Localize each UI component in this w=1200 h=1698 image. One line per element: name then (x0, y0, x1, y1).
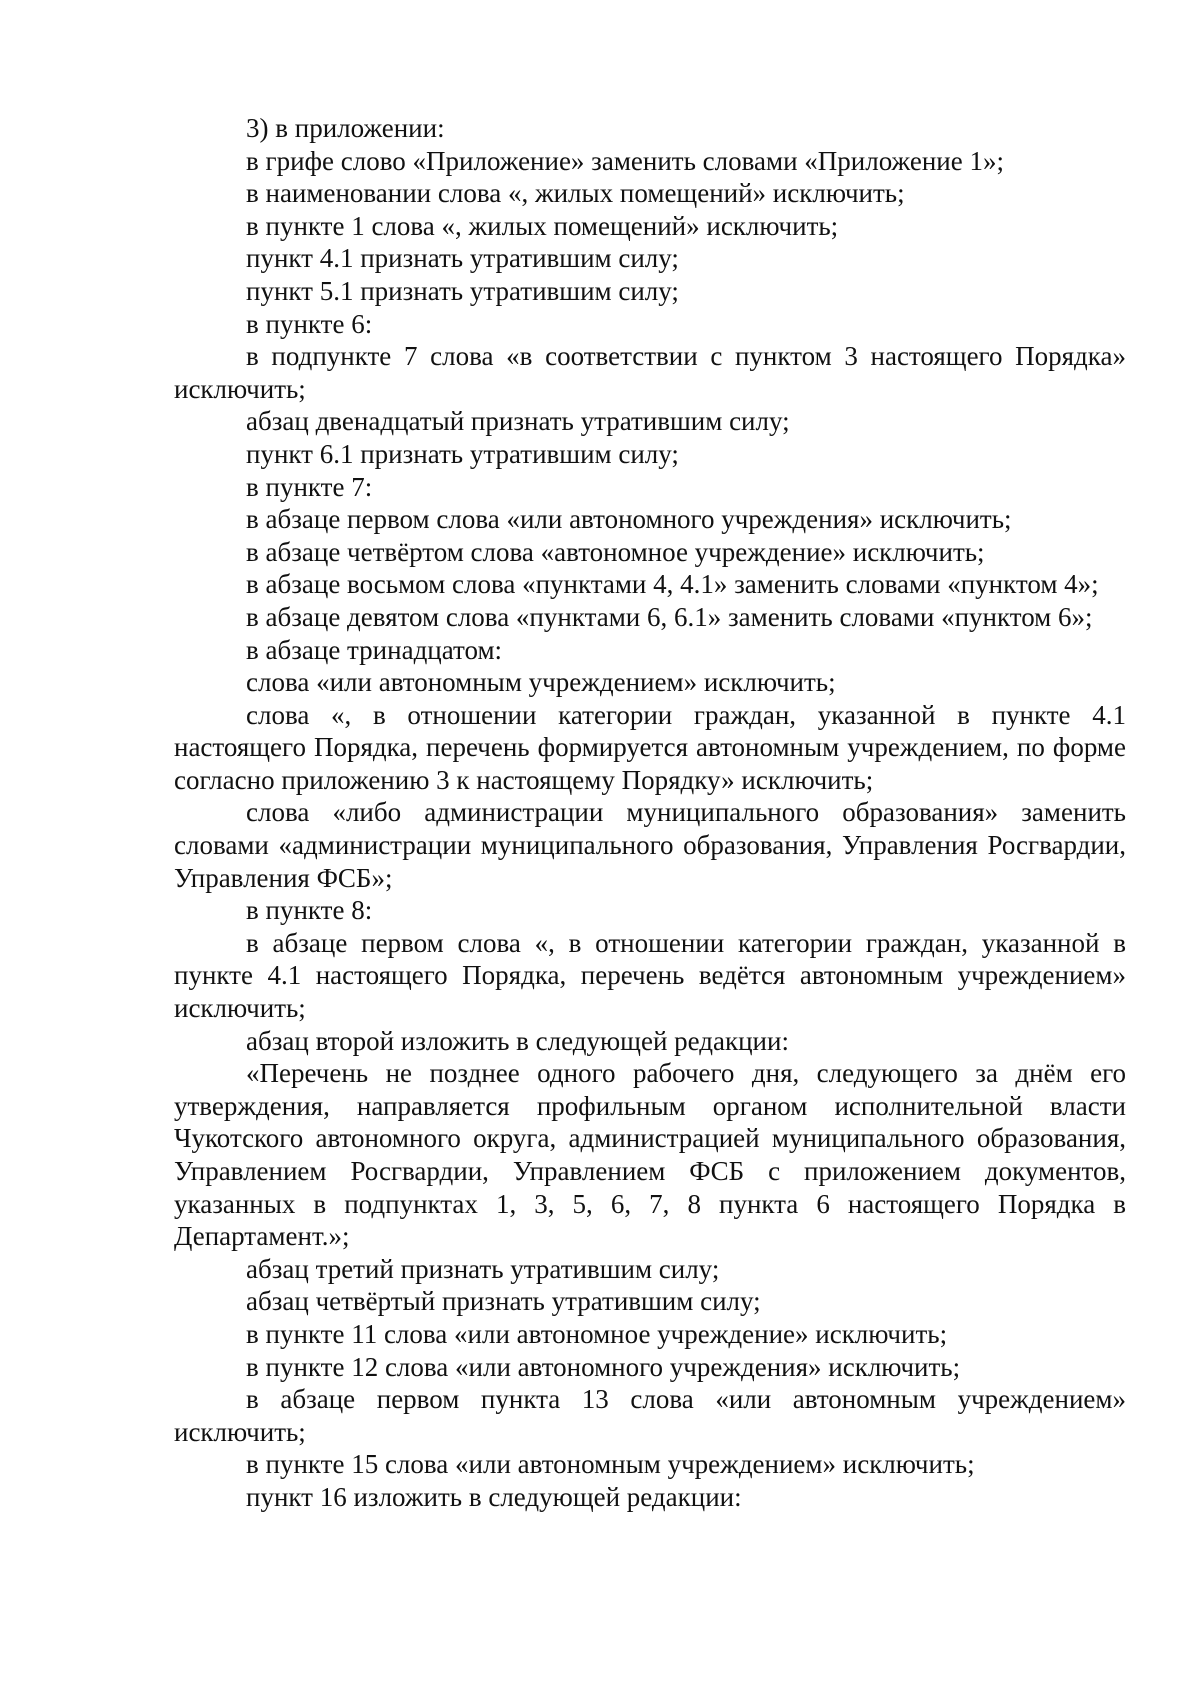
paragraph: в наименовании слова «, жилых помещений» исключить; (246, 178, 905, 209)
paragraph: в пункте 1 слова «, жилых помещений» исключить; (246, 210, 839, 241)
paragraph: 3) в приложении: (246, 113, 445, 143)
paragraph: абзац четвёртый признать утратившим силу; (246, 1286, 761, 1317)
paragraph: в грифе слово «Приложение» заменить словами «Приложение 1»; (246, 145, 1004, 176)
paragraph: в пункте 11 слова «или автономное учреждение» исключить; (246, 1318, 948, 1349)
paragraph: слова «или автономным учреждением» исключить; (246, 667, 836, 698)
paragraph: слова «либо администрации муниципального образования» заменить словами «администрации муниципального образования, Управления Росгвардии, Управления ФСБ»; (174, 797, 1126, 893)
paragraph: «Перечень не позднее одного рабочего дня, следующего за днём его утверждения, направляется профильным органом исполнительной власти Чукотского автономного округа, администрацией муниципального образования, Управлением Росгвардии, Управлением ФСБ с приложением документов, указанных в подпунктах 1, 3, 5, 6, 7, 8 пункта 6 настоящего Порядка в Департамент.»; (174, 1058, 1126, 1252)
paragraph: в абзаце восьмом слова «пунктами 4, 4.1» заменить словами «пунктом 4»; (246, 569, 1099, 600)
paragraph: слова «, в отношении категории граждан, указанной в пункте 4.1 настоящего Порядка, перечень формируется автономным учреждением, по форме согласно приложению 3 к настоящему Порядку» исключить; (174, 699, 1126, 795)
paragraph: в пункте 8: (246, 895, 373, 926)
paragraph: абзац третий признать утратившим силу; (246, 1253, 720, 1284)
paragraph: в абзаце первом слова «или автономного учреждения» исключить; (246, 504, 1012, 535)
paragraph: в абзаце первом пункта 13 слова «или автономным учреждением» исключить; (174, 1384, 1126, 1447)
paragraph: абзац второй изложить в следующей редакции: (246, 1025, 789, 1056)
paragraph: пункт 5.1 признать утратившим силу; (246, 275, 679, 306)
paragraph: в пункте 6: (246, 308, 373, 339)
document-body (174, 112, 1126, 1514)
paragraph: абзац двенадцатый признать утратившим силу; (246, 406, 790, 437)
paragraph: в пункте 12 слова «или автономного учреждения» исключить; (246, 1351, 961, 1382)
paragraph: в абзаце четвёртом слова «автономное учреждение» исключить; (246, 536, 985, 567)
paragraph: пункт 6.1 признать утратившим силу; (246, 438, 679, 469)
paragraph: в пункте 7: (246, 471, 373, 502)
paragraph: в подпункте 7 слова «в соответствии с пунктом 3 настоящего Порядка» исключить; (174, 341, 1126, 404)
paragraph: в пункте 15 слова «или автономным учреждением» исключить; (246, 1449, 975, 1480)
paragraph: пункт 16 изложить в следующей редакции: (246, 1481, 742, 1512)
paragraph: в абзаце тринадцатом: (246, 634, 503, 665)
paragraph: в абзаце девятом слова «пунктами 6, 6.1» заменить словами «пунктом 6»; (246, 601, 1093, 632)
paragraph: пункт 4.1 признать утратившим силу; (246, 243, 679, 274)
paragraph: в абзаце первом слова «, в отношении категории граждан, указанной в пункте 4.1 настоящего Порядка, перечень ведётся автономным учреждением» исключить; (174, 927, 1126, 1024)
